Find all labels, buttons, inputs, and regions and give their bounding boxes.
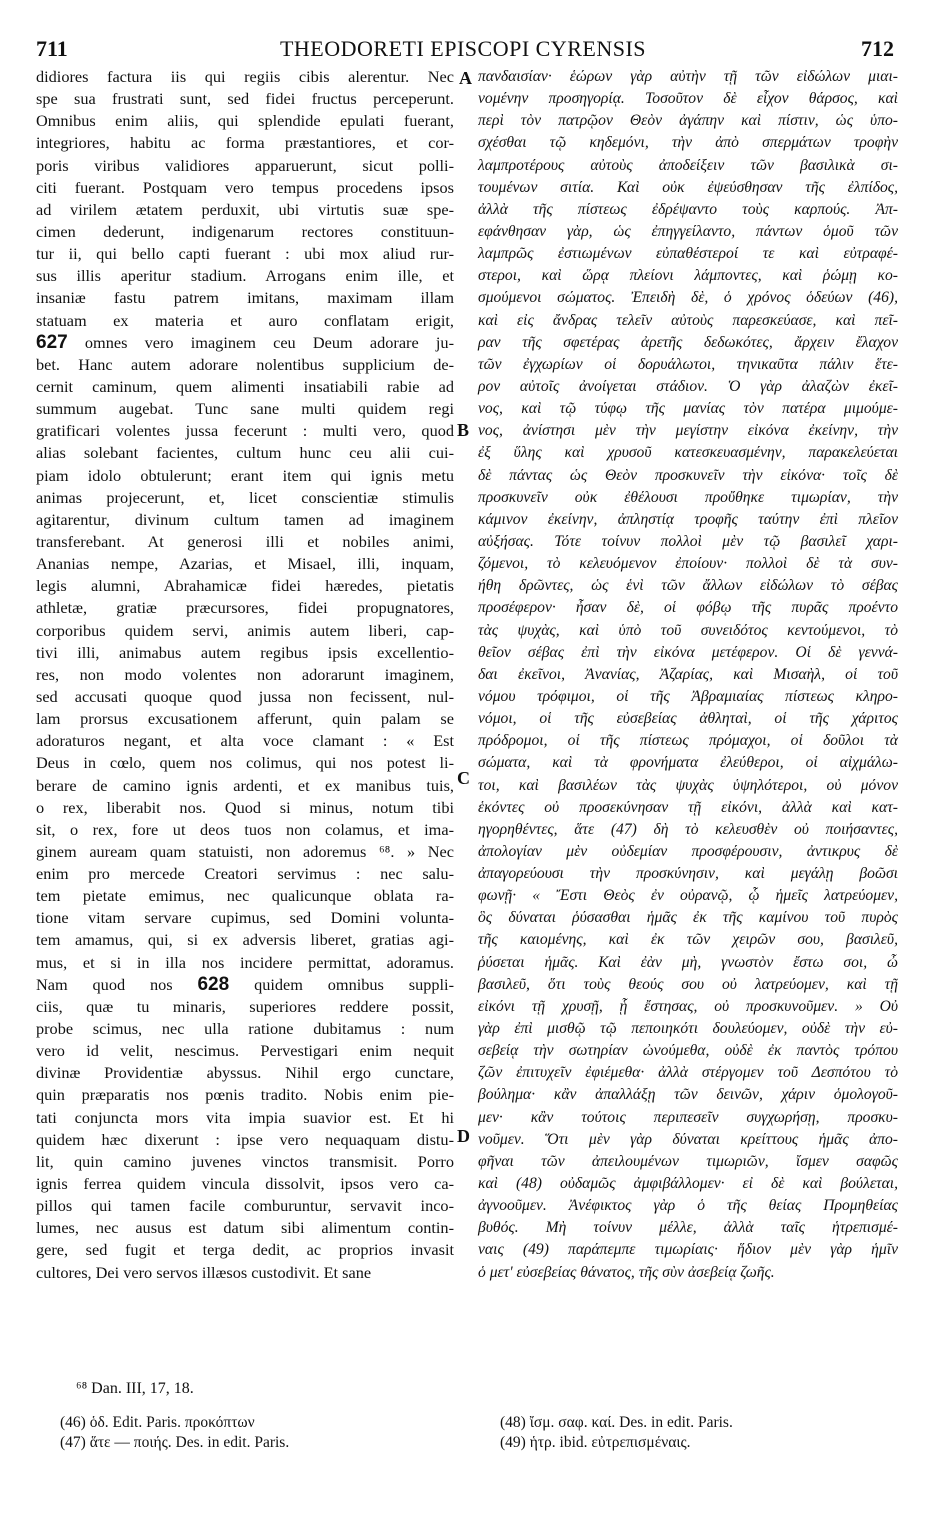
text-line: Deus in cœlo, quem nos colimus, qui nos potest li- (36, 753, 454, 773)
text-line: ignis ferrea quidem vincula dissolvit, ipsos vero ca- (36, 1174, 454, 1194)
text-line: animas projecerunt, et, licet conscientiæ stimulis (36, 487, 454, 507)
text-line: νος, καὶ τῷ τύφῳ τῆς μανίας τὸν πατέρα μιμούμε- (478, 400, 898, 418)
text-line: summum augebat. Tunc sane multi quidem regi (36, 399, 454, 419)
text-line: tem amamus, qui, si ex adversis liberet, gratias agi- (36, 930, 454, 950)
text-line: βυθός. Μὴ τοίνυν μέλλε, ἀλλὰ ταῖς ἡτρεπισμέ- (478, 1219, 898, 1237)
text-line: quidem hæc dixerunt : ipse vero nequaquam distu- (36, 1129, 454, 1149)
footnote: (46) ὁδ. Edit. Paris. προκόπτων (60, 1414, 255, 1431)
text-line: tati conjuncta mors vita impia suavior est. Et hi (36, 1107, 454, 1127)
text-line: bet. Hanc autem adorare nolentibus supplicium de- (36, 354, 454, 374)
text-line: σώματα, καὶ τὰ φρονήματα ἐλεύθεροι, οἱ αἰχμάλω- (478, 754, 898, 772)
text-line: sed accusati quoque quod jussa non fecissent, nul- (36, 686, 454, 706)
text-line: φῆναι τῶν ἀπειλουμένων τιμωριῶν, ἴσμεν σαφῶς (478, 1152, 898, 1170)
text-line: spe sua frustrati sunt, sed fidei fructus perceperunt. (36, 89, 454, 109)
text-line: res, non modo volentes non adorarunt imaginem, (36, 664, 454, 684)
text-line: ὃς δύναται ῥύσασθαι ἡμᾶς ἐκ τῆς καμίνου τοῦ πυρὸς (478, 909, 898, 927)
column-marker: 627 (36, 331, 68, 353)
footnote: (48) ἴσμ. σαφ. καί. Des. in edit. Paris. (500, 1414, 733, 1431)
text-line: τουμένων σιτία. Καὶ οὐκ ἐψεύσθησαν τῆς ἐλπίδος, (478, 178, 898, 196)
text-line: sit, o rex, fore ut deos tuos non colamus, et ima- (36, 819, 454, 839)
text-line: Omnibus enim aliis, qui splendide epulati fuerant, (36, 111, 454, 131)
text-line: στεροι, καὶ ὥρᾳ πλείονι λάμποντες, καὶ ῥώμῃ κο- (478, 267, 898, 285)
text-line: ἀγνοοῦμεν. Ἀνέφικτος γὰρ ὁ τῆς θείας Προμηθείας (478, 1197, 898, 1215)
text-line: τὰς ψυχὰς, καὶ ὑπὸ τοῦ συνειδότος κεντούμενοι, τὸ (478, 621, 898, 639)
text-line: agitarentur, divinum cultum tamen ad imaginem (36, 509, 454, 529)
text-line: κάμινον ἐκείνην, ἀπληστίᾳ τροφῆς ταύτην ἐπὶ πλεῖον (478, 510, 898, 528)
margin-letter-c: C (457, 768, 470, 788)
text-line: poris viribus validiores apparuerunt, sicut polli- (36, 155, 454, 175)
text-line: ἀλλὰ τῆς πίστεως ἐδρέψαντο τοὺς καρπούς. Ἀπ- (478, 200, 898, 218)
text-line: ἀπαγορεύουσι τὴν προσκύνησιν, καὶ μεγάλῃ βοῶσι (478, 865, 898, 883)
text-line: πρόδρομοι, οἱ τῆς πίστεως πρόμαχοι, οἱ δοῦλοι τὰ (478, 732, 898, 750)
text-line: νος, ἀνίστησι μὲν τὴν μεγίστην εἰκόνα ἐκείνην, τὴν (478, 422, 898, 440)
text-line: insaniæ fastu patrem imitans, maximam illam (36, 288, 454, 308)
text-line: didiores factura iis qui regiis cibis alerentur. Nec (36, 67, 454, 86)
text-line: μεν· κἂν τούτοις περιπεσεῖν συγχωρήσῃ, προσκυ- (478, 1108, 898, 1126)
text-line: φωνῇ· « Ἔστι Θεὸς ἐν οὐρανῷ, ᾧ ἡμεῖς λατρεύομεν, (478, 887, 898, 905)
text-line: ραν τῆς σφετέρας ἀρετῆς δεδωκότες, ἄρχειν ἔλαχον (478, 333, 898, 351)
text-line: ἑκόντες οὐ προσεκύνησαν τῇ εἰκόνι, ἀλλὰ καὶ κατ- (478, 798, 898, 816)
text-line: τοι, καὶ βασιλέων τὰς ψυχὰς ὑψηλότεροι, οὐ μόνον (478, 776, 898, 794)
text-line: λαμπρῶς ἐστιωμένων εὐπαθέστεροί τε καὶ εὐτραφέ- (478, 245, 898, 263)
text-line: gere, sed fugit et terga dedit, ac proprios invasit (36, 1240, 454, 1260)
margin-letter-d: D (457, 1126, 470, 1146)
text-line: pillos qui tamen facile comburuntur, servavit inco- (36, 1196, 454, 1216)
text-line: probe scimus, nec ulla ratione dubitamus : num (36, 1019, 454, 1039)
text-line: tur ii, qui bello capti fuerant : ubi mox aliud rur- (36, 244, 454, 264)
text-line: βούλημα· κἂν ἀπαλλάξῃ τῶν δεινῶν, χάριν ὁμολογοῦ- (478, 1086, 898, 1104)
text-line: περὶ τὸν πατρῷον Θεὸν ἀγάπην καὶ πίστιν, ὡς ὑπο- (478, 112, 898, 130)
text-line: νόμου τρόφιμοι, οἱ τῆς Ἀβραμιαίας πίστεως κληρο- (478, 687, 898, 705)
text-line: enim pro mercede Creatori servimus : nec salu- (36, 864, 454, 884)
text-line: alias solebant facientes, cultum hunc ceu alii cui- (36, 443, 454, 463)
text-line: ciis, quæ tu minaris, superiores reddere possit, (36, 996, 454, 1016)
text-line: βασιλεῦ, ὅτι τοὺς θεούς σου οὐ λατρεύομεν, καὶ τῇ (478, 975, 898, 993)
text-line: vero id velit, nescimus. Pervestigari enim nequit (36, 1041, 454, 1061)
text-line: mus, et si in illa nos incidere permittat, adoramus. (36, 952, 454, 972)
text-line: transferebant. At generosi illi et nobiles animi, (36, 531, 454, 551)
text-line: Ananias nempe, Azarias, et Misael, illi, inquam, (36, 554, 454, 574)
text-line: σμούμενοι σώματος. Ἐπειδὴ δὲ, ὁ χρόνος ὁδεύων (46), (478, 289, 898, 307)
text-line: ἐξ ὕλης καὶ χρυσοῦ κατεσκευασμένην, παρακελεύεται (478, 444, 898, 462)
page-number-right: 712 (861, 36, 894, 61)
text-line: καὶ (48) οὐδαμῶς ἀμφιβάλλομεν· εἰ δὲ καὶ βούλεται, (478, 1175, 898, 1193)
footnote: (47) ἅτε — ποιής. Des. in edit. Paris. (60, 1434, 290, 1451)
text-line: cultores, Dei vero servos illæsos custodivit. Et sane (36, 1262, 372, 1282)
text-line: sus illis aperitur stadium. Arrogans enim ille, et (36, 266, 454, 286)
text-line: lam prorsus excusationem afferunt, quin palam se (36, 709, 454, 729)
text-line: εφάνθησαν γὰρ, ὡς ἐπηγγείλαντο, πάντων ὁμοῦ τῶν (478, 222, 898, 240)
text-line: προσκυνεῖν οὐκ ἐθέλουσι προὔθηκε τιμωρίαν, τὴν (478, 488, 898, 506)
text-line: σεβείᾳ τὴν σωτηρίαν ὠνούμεθα, οὐδὲ ἐκ παντὸς τρόπου (478, 1042, 898, 1060)
text-line: προσέφερον· ἦσαν δὲ, οἱ φόβῳ τῆς πυρᾶς προέντο (478, 599, 898, 617)
text-line: τῆς καιομένης, καὶ ἐκ τῶν χειρῶν σου, βασιλεῦ, (478, 931, 898, 949)
footnote: (49) ἡτρ. ibid. εὐτρεπισμέναις. (500, 1434, 691, 1451)
text-line: εἰκόνι τῇ χρυσῇ, ᾗ ἔστησας, οὐ προσκυνοῦμεν. » Οὐ (478, 997, 898, 1015)
text-line: corporibus quidem servi, animis autem liberi, cap- (36, 620, 454, 640)
text-line: δαι ἐκεῖνοι, Ἀνανίας, Ἀζαρίας, καὶ Μισαὴλ, οἱ τοῦ (478, 665, 898, 683)
text-line: πανδαισίαν· ἑώρων γὰρ αὐτὴν τῇ τῶν εἰδώλων μιαι- (478, 68, 898, 85)
text-line: ναις (49) παράπεμπε τιμωρίαις· ἥδιον μὲν γὰρ ἡμῖν (478, 1241, 898, 1259)
text-line: cernit caminum, quem alimenti insatiabili rabie ad (36, 376, 454, 396)
text-line: piam idolo obtulerunt; erant item qui ignis metu (36, 465, 454, 485)
text-line: ηγορηθέντες, ἅτε (47) δὴ τὸ κελευσθὲν οὐ ποιήσαντες, (478, 820, 898, 838)
text-line: ῥύσεται ἡμᾶς. Καὶ ἐὰν μὴ, γνωστὸν ἔστω σοι, ὦ (478, 953, 898, 971)
text-line: berare de camino ignis ardenti, et ex manibus tuis, (36, 775, 454, 795)
text-line: νοῦμεν. Ὅτι μὲν γὰρ δύναται κρείττους ἡμᾶς ἀπο- (478, 1130, 898, 1148)
text-line: θεῖον σέβας ἐπὶ τὴν εἰκόνα μετέφερον. Οἱ δὲ γεννά- (478, 643, 898, 661)
text-line: ρον αὐτοῖς ἀνοίγεται στάδιον. Ὁ γὰρ ἀλαζὼν ἐκεῖ- (478, 377, 898, 395)
text-line: τῶν ἐγχωρίων οἱ δορυάλωτοι, τηνικαῦτα πάλιν ἕτε- (478, 355, 898, 373)
text-line: divinæ Providentiæ abyssus. Nihil ergo cunctare, (36, 1063, 454, 1083)
text-line: ζόμενοι, τὸ κελευόμενον ἐποίουν· πολλοὶ δὲ τὰ συν- (478, 555, 898, 573)
text-line: quin præparatis nos pœnis tradito. Nobis enim pie- (36, 1085, 454, 1105)
margin-letter-a: A (459, 68, 472, 88)
text-line: tem pietate emimus, nec qualicunque oblata ra- (36, 886, 454, 906)
text-line: νομένην προσηγορίᾳ. Τοσοῦτον δὲ εἶχον θάρσος, καὶ (478, 90, 898, 108)
text-line: αὐξήσας. Τότε τοίνυν πολλοὶ μὲν τῷ βασιλεῖ χαρι- (478, 532, 898, 550)
text-line: γὰρ ἐπὶ μισθῷ τῷ πεποιηκότι δουλεύομεν, οὐδὲ τὴν εὐ- (478, 1020, 898, 1038)
text-line: adoraturos negant, et alta voce clamant : « Est (36, 731, 454, 751)
text-line: ζῶν ἐπιτυχεῖν ἐφιέμεθα· ἀλλὰ στέργομεν τοῦ Δεσπότου τὸ (478, 1064, 898, 1082)
text-line: cimen dederunt, indigenarum rectores constituun- (36, 221, 454, 241)
footnotes-right (500, 1413, 880, 1453)
greek-column (478, 66, 898, 1284)
text-line: athletæ, gratiæ præcursores, fidei propugnatores, (36, 598, 454, 618)
text-line: gratificari volentes jussa fecerunt : multi vero, quod (36, 421, 454, 441)
text-line: ἀπολογίαν μὲν οὐδεμίαν προσφέρουσιν, ἀντικρυς δὲ (478, 842, 898, 860)
text-line: 627 omnes vero imaginem ceu Deum adorare ju- (36, 331, 454, 353)
scripture-reference: ⁶⁸ Dan. III, 17, 18. (76, 1380, 194, 1397)
text-line: νόμοι, οἱ τῆς εὐσεβείας ἀθληταὶ, οἱ τῆς χάριτος (478, 710, 898, 728)
text-line: statuam ex materia et auro conflatam erigit, (36, 310, 454, 330)
text-line: tione vitam servare cupimus, sed Domini volunta- (36, 908, 454, 928)
footnotes-left (60, 1413, 440, 1453)
latin-column (36, 66, 454, 1284)
running-title: THEODORETI EPISCOPI CYRENSIS (279, 36, 647, 61)
text-line: lumes, nec ausus est datum sibi alimentum contin- (36, 1218, 454, 1238)
text-line: tivi illi, animabus autem regibus ipsis excellentio- (36, 642, 454, 662)
text-line: Nam quod nos 628 quidem omnibus suppli- (36, 973, 454, 995)
running-header (32, 36, 894, 64)
text-line: σχέσθαι τῷ κηδεμόνι, τὴν ἀπὸ σπερμάτων τροφὴν (478, 134, 898, 152)
text-line: ὁ μετ' εὐσεβείας θάνατος, τῆς σὺν ἀσεβείᾳ ζωῆς. (478, 1263, 775, 1281)
text-line: lit, quin camino juvenes vinctos transmisit. Porro (36, 1151, 454, 1171)
text-line: ginem auream quam statuisti, non adoremus ⁶⁸. » Nec (36, 841, 454, 861)
text-line: ήθη δρῶντες, ὡς ἑνὶ τῶν ἄλλων εἰδώλων τὸ σέβας (478, 577, 898, 595)
column-marker: 628 (197, 973, 230, 995)
page-number-left: 711 (36, 36, 68, 61)
text-line: καὶ εἰς ἄνδρας τελεῖν αὐτοὺς παρεσκεύασε, καὶ πεῖ- (478, 311, 898, 329)
margin-letter-b: B (457, 420, 470, 440)
text-line: δὲ πάντας ὡς Θεὸν προσκυνεῖν τὴν εἰκόνα· τοῖς δὲ (478, 466, 898, 484)
text-line: λαμπροτέρους αὐτοὺς ἀποδείξειν τῶν βασιλικὰ σι- (478, 156, 898, 174)
text-line: o rex, liberabit nos. Quod si minus, notum tibi (36, 797, 454, 817)
text-line: integriores, habitu ac forma præstantiores, et cor- (36, 133, 454, 153)
text-line: legis alumni, Abrahamicæ fidei hæredes, pietatis (36, 576, 454, 596)
text-line: ad virilem ætatem perduxit, ubi virtutis suæ spe- (36, 199, 454, 219)
text-line: citi fuerant. Postquam vero tempus procedens ipsos (36, 177, 454, 197)
